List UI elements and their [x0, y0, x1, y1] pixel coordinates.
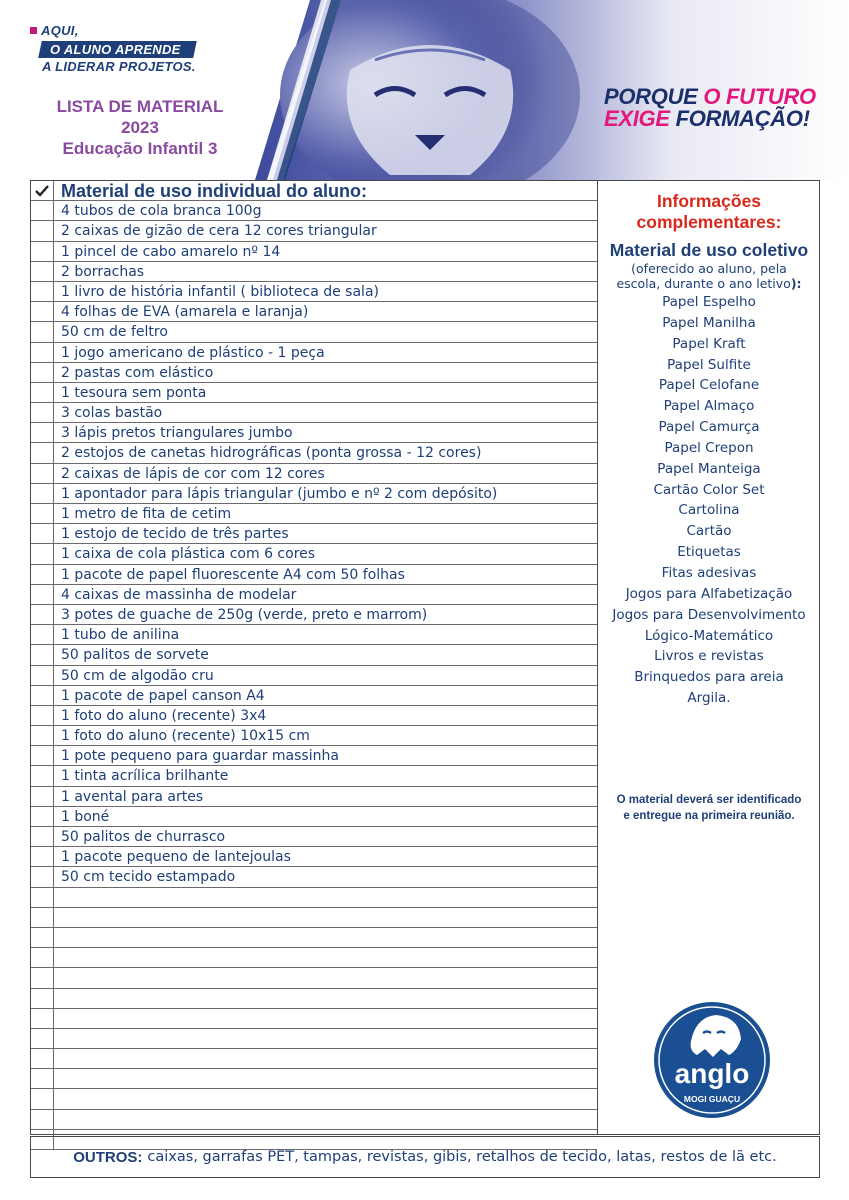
check-cell — [31, 403, 54, 422]
logo-subtext: MOGI GUAÇU — [683, 1094, 741, 1104]
check-cell — [31, 726, 54, 745]
table-row — [31, 464, 597, 484]
note-line-2: e entregue na primeira reunião. — [623, 810, 795, 822]
material-item: 1 boné — [61, 808, 110, 825]
check-cell — [31, 807, 54, 826]
table-row — [31, 968, 597, 988]
info-title-line-1: Informações — [656, 191, 762, 211]
table-row — [31, 544, 597, 564]
individual-material-heading: Material de uso individual do aluno: — [61, 181, 368, 201]
check-cell — [31, 1110, 54, 1129]
check-cell — [31, 302, 54, 321]
check-cell — [31, 585, 54, 604]
material-item: 1 foto do aluno (recente) 3x4 — [61, 707, 267, 724]
checkmark-icon — [35, 185, 49, 197]
table-row — [31, 1009, 597, 1029]
table-row — [31, 746, 597, 766]
table-row — [31, 847, 597, 867]
collective-material-item: Papel Kraft — [672, 335, 746, 352]
table-row — [31, 242, 597, 262]
check-cell — [31, 888, 54, 907]
motto — [604, 86, 816, 130]
motto-part-3: EXIGE — [604, 106, 676, 131]
material-item: 1 jogo americano de plástico - 1 peça — [61, 344, 325, 361]
material-item: 1 estojo de tecido de três partes — [61, 526, 289, 543]
check-cell — [31, 908, 54, 927]
material-item: 1 pacote de papel fluorescente A4 com 50 folhas — [61, 566, 405, 583]
check-cell — [31, 504, 54, 523]
check-cell — [31, 544, 54, 563]
collective-desc-line-2: escola, durante o ano letivo — [616, 276, 791, 291]
material-item: 1 pote pequeno para guardar massinha — [61, 748, 339, 765]
check-cell — [31, 686, 54, 705]
complementary-info — [598, 181, 820, 1104]
info-title — [598, 191, 820, 233]
table-row — [31, 948, 597, 968]
table-row — [31, 423, 597, 443]
material-item: 1 pincel de cabo amarelo nº 14 — [61, 243, 281, 260]
material-item: 4 tubos de cola branca 100g — [61, 203, 262, 220]
collective-material-item: Jogos para Alfabetização — [625, 585, 793, 602]
table-row — [31, 1110, 597, 1130]
check-cell — [31, 262, 54, 281]
table-row — [31, 827, 597, 847]
check-cell — [31, 322, 54, 341]
material-item: 2 caixas de gizão de cera 12 cores triangular — [61, 223, 377, 240]
table-row — [31, 766, 597, 786]
material-item: 2 borrachas — [61, 263, 145, 280]
motto-part-2: O FUTURO — [703, 84, 816, 109]
table-row — [31, 989, 597, 1009]
check-cell — [31, 383, 54, 402]
check-cell — [31, 565, 54, 584]
material-item: 1 foto do aluno (recente) 10x15 cm — [61, 728, 310, 745]
table-row — [31, 888, 597, 908]
table-row — [31, 625, 597, 645]
check-cell — [31, 746, 54, 765]
collective-material-item: Etiquetas — [677, 544, 741, 561]
check-cell — [31, 524, 54, 543]
check-cell — [31, 605, 54, 624]
list-year: 2023 — [121, 118, 159, 137]
table-row — [31, 726, 597, 746]
collective-desc-end: ): — [790, 276, 802, 291]
table-row — [31, 787, 597, 807]
material-item: 1 caixa de cola plástica com 6 cores — [61, 546, 316, 563]
check-cell — [31, 827, 54, 846]
table-row — [31, 908, 597, 928]
table-row — [31, 645, 597, 665]
table-row — [31, 262, 597, 282]
table-row — [31, 403, 597, 423]
table-row — [31, 605, 597, 625]
table-row — [31, 383, 597, 403]
list-grade: Educação Infantil 3 — [62, 139, 218, 158]
anglo-logo-icon — [651, 999, 773, 1121]
school-slogan — [30, 22, 196, 75]
check-cell — [31, 343, 54, 362]
collective-material-item: Jogos para Desenvolvimento — [612, 606, 806, 623]
collective-material-item: Papel Almaço — [663, 398, 755, 415]
header — [0, 0, 849, 180]
table-row — [31, 928, 597, 948]
material-item: 3 lápis pretos triangulares jumbo — [61, 425, 293, 442]
material-item: 50 palitos de churrasco — [61, 829, 226, 845]
table-row — [31, 1029, 597, 1049]
list-title-block — [40, 96, 240, 159]
collective-material-heading: Material de uso coletivo — [609, 240, 809, 260]
material-item: 50 palitos de sorvete — [61, 647, 209, 664]
check-cell — [31, 706, 54, 725]
logo-text: anglo — [674, 1058, 750, 1089]
collective-material-item: Cartão Color Set — [653, 481, 765, 498]
slogan-line-2: O ALUNO APRENDE — [50, 42, 181, 57]
check-cell — [31, 625, 54, 644]
others-footer — [30, 1136, 820, 1178]
check-cell — [31, 787, 54, 806]
check-cell — [31, 989, 54, 1008]
table-row — [31, 322, 597, 342]
check-cell — [31, 443, 54, 462]
check-cell — [31, 1029, 54, 1048]
check-cell — [31, 968, 54, 987]
table-row — [31, 221, 597, 241]
check-cell — [31, 1009, 54, 1028]
slogan-line-1: AQUI, — [41, 23, 79, 38]
table-row — [31, 302, 597, 322]
material-item: 1 pacote pequeno de lantejoulas — [61, 849, 291, 866]
collective-material-item: Cartolina — [678, 502, 740, 519]
material-item: 1 pacote de papel canson A4 — [61, 687, 265, 704]
collective-material-list — [598, 292, 820, 709]
check-cell — [31, 766, 54, 785]
table-header-row — [31, 181, 597, 201]
table-row — [31, 443, 597, 463]
material-item: 1 avental para artes — [61, 788, 204, 805]
check-cell — [31, 645, 54, 664]
material-item: 1 metro de fita de cetim — [61, 506, 232, 522]
collective-material-item: Fitas adesivas — [661, 564, 757, 581]
collective-material-item: Papel Sulfite — [667, 356, 751, 373]
material-list-box — [30, 180, 820, 1135]
material-item: 1 tinta acrílica brilhante — [61, 768, 229, 785]
check-cell — [31, 666, 54, 685]
collective-material-description — [598, 261, 820, 291]
table-row — [31, 1089, 597, 1109]
others-text: caixas, garrafas PET, tampas, revistas, gibis, retalhos de tecido, latas, restos de lã etc. — [147, 1149, 777, 1165]
table-row — [31, 686, 597, 706]
material-item: 50 cm de algodão cru — [61, 667, 214, 684]
material-item: 2 caixas de lápis de cor com 12 cores — [61, 465, 325, 482]
table-row — [31, 504, 597, 524]
table-row — [31, 1049, 597, 1069]
others-label: OUTROS: — [73, 1148, 143, 1166]
table-row — [31, 201, 597, 221]
collective-material-item: Papel Manteiga — [657, 460, 761, 477]
check-cell — [31, 928, 54, 947]
material-item: 2 pastas com elástico — [61, 364, 214, 381]
collective-material-item: Papel Espelho — [662, 294, 756, 310]
material-item: 1 apontador para lápis triangular (jumbo e nº 2 com depósito) — [61, 485, 498, 502]
table-row — [31, 1069, 597, 1089]
table-row — [31, 867, 597, 887]
slogan-bullet-icon — [30, 27, 37, 34]
collective-material-item: Papel Celofane — [658, 377, 760, 394]
collective-material-item: Lógico-Matemático — [644, 627, 774, 644]
slogan-line-3: A LIDERAR PROJETOS. — [42, 59, 196, 74]
collective-material-item: Cartão — [686, 523, 732, 540]
list-title: LISTA DE MATERIAL — [56, 97, 224, 116]
table-row — [31, 363, 597, 383]
material-item: 1 tubo de anilina — [61, 627, 180, 644]
collective-material-item: Papel Manilha — [662, 314, 756, 331]
check-cell — [31, 181, 54, 200]
check-cell — [31, 423, 54, 442]
material-item: 1 livro de história infantil ( biblioteca de sala) — [61, 283, 379, 300]
check-cell — [31, 847, 54, 866]
table-row — [31, 706, 597, 726]
motto-part-4: FORMAÇÃO! — [675, 106, 810, 131]
check-cell — [31, 242, 54, 261]
check-cell — [31, 221, 54, 240]
individual-material-table — [31, 181, 597, 1150]
table-row — [31, 807, 597, 827]
check-cell — [31, 1049, 54, 1068]
table-row — [31, 524, 597, 544]
motto-part-1: PORQUE — [604, 84, 704, 109]
collective-material-item: Brinquedos para areia — [634, 669, 784, 686]
check-cell — [31, 484, 54, 503]
check-cell — [31, 464, 54, 483]
check-cell — [31, 282, 54, 301]
table-row — [31, 565, 597, 585]
collective-material-item: Papel Camurça — [658, 419, 760, 436]
check-cell — [31, 201, 54, 220]
material-item: 2 estojos de canetas hidrográficas (ponta grossa - 12 cores) — [61, 445, 482, 462]
collective-material-item: Papel Crepon — [664, 439, 754, 456]
collective-material-item: Argila. — [687, 690, 731, 707]
material-item: 4 caixas de massinha de modelar — [61, 586, 297, 603]
check-cell — [31, 1069, 54, 1088]
table-row — [31, 484, 597, 504]
material-item: 3 colas bastão — [61, 405, 163, 422]
collective-material-item: Livros e revistas — [654, 648, 764, 665]
table-row — [31, 343, 597, 363]
check-cell — [31, 363, 54, 382]
check-cell — [31, 948, 54, 967]
info-title-line-2: complementares: — [636, 212, 782, 232]
check-cell — [31, 1089, 54, 1108]
material-item: 50 cm tecido estampado — [61, 869, 236, 886]
collective-desc-line-1: (oferecido ao aluno, pela — [631, 261, 787, 276]
note-line-1: O material deverá ser identificado — [616, 794, 802, 806]
material-item: 3 potes de guache de 250g (verde, preto e marrom) — [61, 606, 428, 623]
table-row — [31, 585, 597, 605]
check-cell — [31, 867, 54, 886]
table-row — [31, 666, 597, 686]
material-item: 1 tesoura sem ponta — [61, 384, 207, 401]
material-item: 4 folhas de EVA (amarela e laranja) — [61, 304, 309, 321]
table-row — [31, 282, 597, 302]
identification-note — [598, 792, 820, 824]
material-item: 50 cm de feltro — [61, 324, 168, 341]
